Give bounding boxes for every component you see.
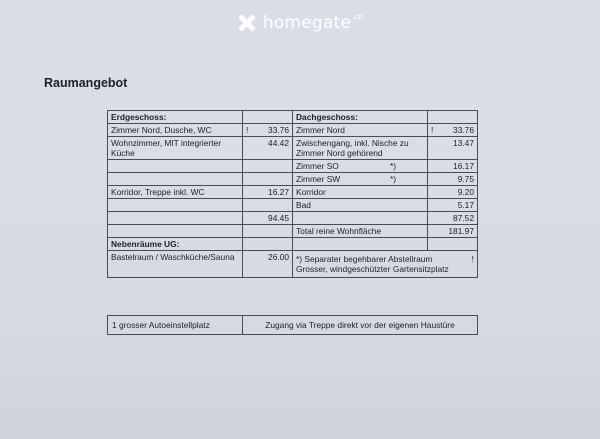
- footnote-text: Grosser, windgeschützter Gartensitzplatz: [296, 264, 449, 274]
- ground-floor-area-cell: [243, 225, 293, 238]
- ground-floor-room-label: Wohnzimmer, MIT integrierter Küche: [108, 137, 243, 160]
- attic-area-cell: [428, 186, 478, 199]
- parking-table: [107, 315, 478, 335]
- attic-room-label: Zimmer Nord: [296, 125, 345, 135]
- ground-floor-room-label: [108, 225, 243, 238]
- attic-room-label: Bad: [296, 200, 311, 210]
- table-row: [108, 124, 478, 137]
- flag-mark: !: [471, 254, 474, 264]
- attic-room-label: Zimmer SO: [296, 161, 339, 171]
- attic-area-cell: [428, 124, 478, 137]
- ground-floor-room-label: Zimmer Nord, Dusche, WC: [108, 124, 243, 137]
- area-value: 181.97: [448, 226, 474, 236]
- area-value: 33.76: [453, 125, 474, 135]
- area-value: 9.75: [457, 174, 474, 184]
- ground-floor-area-cell: [243, 199, 293, 212]
- ground-floor-area-cell: [243, 212, 293, 225]
- homegate-x-logo-icon: [237, 13, 257, 33]
- attic-room-label: Total reine Wohnfläche: [296, 226, 382, 236]
- table-header-row: [108, 111, 478, 124]
- attic-room-label-cell: [293, 186, 428, 199]
- ground-floor-area-cell: [243, 137, 293, 160]
- attic-area-cell: [428, 137, 478, 160]
- table-row: [108, 160, 478, 173]
- table-row: [108, 186, 478, 199]
- parking-row: [108, 316, 478, 335]
- table-row: [108, 212, 478, 225]
- attic-area-cell: [428, 212, 478, 225]
- attic-area-cell: [428, 160, 478, 173]
- area-value: 16.17: [453, 161, 474, 171]
- empty-cell: [428, 238, 478, 251]
- attic-room-label: Zimmer SW: [296, 174, 341, 184]
- attic-area-cell: [428, 225, 478, 238]
- area-value: 5.17: [457, 200, 474, 210]
- area-value: 94.45: [268, 213, 289, 223]
- homegate-wordmark: homegate$^{.ch}$: [262, 13, 364, 33]
- attic-room-label-cell: [293, 124, 428, 137]
- attic-room-label-cell: [293, 225, 428, 238]
- attic-room-label-cell: [293, 137, 428, 160]
- footnote-mark: *): [389, 161, 396, 171]
- attic-room-label: Zwischengang, inkl. Nische zu Zimmer Nord gehörend: [296, 138, 409, 158]
- attic-room-label-cell: [293, 160, 428, 173]
- ground-floor-header: Erdgeschoss:: [108, 111, 243, 124]
- ground-floor-room-label: [108, 173, 243, 186]
- flag-mark: !: [246, 125, 249, 135]
- table-row: [108, 137, 478, 160]
- area-value: 33.76: [268, 125, 289, 135]
- ground-floor-area-cell: [243, 160, 293, 173]
- ground-floor-room-label: [108, 199, 243, 212]
- empty-cell: [243, 238, 293, 251]
- attic-room-label: Korridor: [296, 187, 326, 197]
- area-value: 9.20: [457, 187, 474, 197]
- homegate-logo: [0, 10, 600, 36]
- basement-header: Nebenräume UG:: [108, 238, 243, 251]
- area-value: 13.47: [453, 138, 474, 148]
- table-row: [108, 225, 478, 238]
- parking-cell: 1 grosser Autoeinstellplatz: [108, 316, 243, 335]
- area-value: 16.27: [268, 187, 289, 197]
- footnote-mark: *): [389, 174, 396, 184]
- footnote-cell: [293, 251, 478, 278]
- room-table: [107, 110, 478, 278]
- area-value: 87.52: [453, 213, 474, 223]
- ground-floor-room-label: Korridor, Treppe inkl. WC: [108, 186, 243, 199]
- ground-floor-room-label: [108, 212, 243, 225]
- area-value: 44.42: [268, 138, 289, 148]
- footnote-text: *) Separater begehbarer Abstellraum: [296, 254, 433, 264]
- basement-area-value: 26.00: [243, 251, 293, 278]
- access-cell: Zugang via Treppe direkt vor der eigenen Haustüre: [243, 316, 478, 335]
- attic-room-label-cell: [293, 212, 428, 225]
- basement-room-label: Bastelraum / Waschküche/Sauna: [108, 251, 243, 278]
- flag-mark: !: [431, 125, 434, 135]
- page-heading: Raumangebot: [44, 76, 128, 90]
- empty-cell: [293, 238, 428, 251]
- attic-header: Dachgeschoss:: [293, 111, 428, 124]
- ground-floor-area-cell: [243, 186, 293, 199]
- attic-area-cell: [428, 173, 478, 186]
- basement-row: [108, 251, 478, 278]
- ground-floor-area-cell: [243, 124, 293, 137]
- ground-floor-area-cell: [243, 173, 293, 186]
- attic-room-label-cell: [293, 199, 428, 212]
- attic-area-cell: [428, 199, 478, 212]
- table-row: [108, 173, 478, 186]
- basement-header-row: [108, 238, 478, 251]
- table-row: [108, 199, 478, 212]
- attic-room-label-cell: [293, 173, 428, 186]
- ground-floor-room-label: [108, 160, 243, 173]
